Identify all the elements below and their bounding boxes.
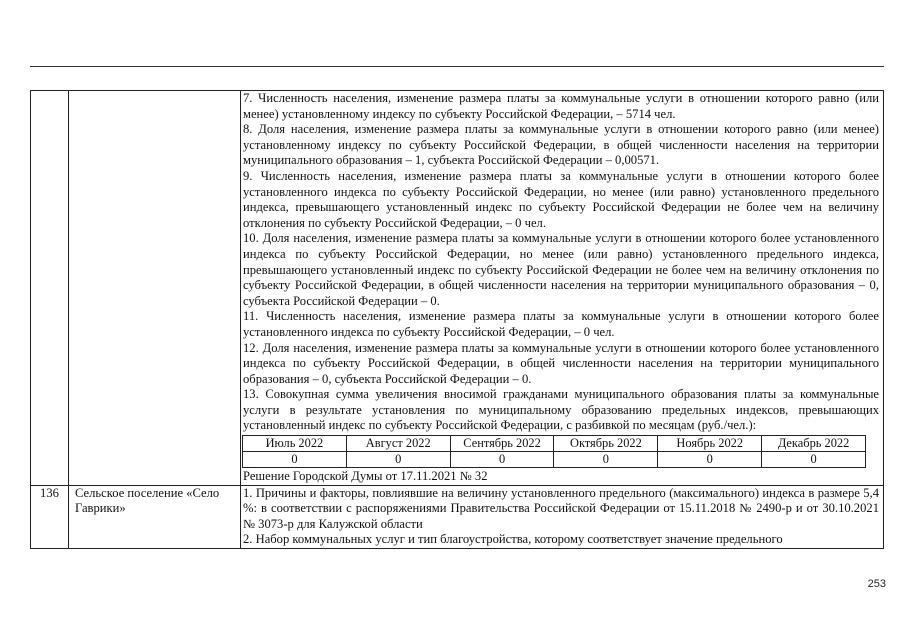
settlement-cell <box>69 91 241 486</box>
details-cell <box>241 485 884 548</box>
settlement-cell <box>69 485 241 548</box>
details-cell <box>241 91 884 486</box>
month-header: Июль 2022 <box>243 436 347 452</box>
month-header: Сентябрь 2022 <box>450 436 554 452</box>
month-value: 0 <box>450 452 554 468</box>
settlement-name: Сельское поселение «Село Гаврики» <box>75 485 220 516</box>
month-value: 0 <box>554 452 658 468</box>
paragraph-12: 12. Доля населения, изменение размера платы за коммунальные услуги в отношении которого более установленного индекса по субъекту Российской Федерации, в общей численности населения на территории муниципального образования – 0, субъекта Российской Федерации – 0. <box>243 340 879 386</box>
paragraph-10: 10. Доля населения, изменение размера платы за коммунальные услуги в отношении которого более установленного индекса по субъекту Российской Федерации, но менее (или равно) установленного предельного индекса, превышающего установленный индекс по субъекту Российской Федерации не более чем на величину отклонения по субъекту Российской Федерации, в общей численности населения на территории муниципального образования – 0, субъекта Российской Федерации – 0. <box>243 231 879 308</box>
month-header: Август 2022 <box>346 436 450 452</box>
row-number-cell <box>31 485 69 548</box>
paragraph-11: 11. Численность населения, изменение размера платы за коммунальные услуги в отношении которого более установленного индекса по субъекту Российской Федерации, – 0 чел. <box>243 309 879 339</box>
months-values-row <box>243 452 866 468</box>
months-header-row <box>243 436 866 452</box>
month-value: 0 <box>658 452 762 468</box>
row-number-cell <box>31 91 69 486</box>
month-header: Декабрь 2022 <box>762 436 866 452</box>
month-header: Ноябрь 2022 <box>658 436 762 452</box>
month-value: 0 <box>243 452 347 468</box>
decision-reference: Решение Городской Думы от 17.11.2021 № 32 <box>243 469 488 484</box>
table-row <box>31 91 884 486</box>
paragraph-9: 9. Численность населения, изменение размера платы за коммунальные услуги в отношении которого более установленного индекса по субъекту Российской Федерации, но менее (или равно) установленного предельного индекса, превышающего установленный индекс по субъекту Российской Федерации не более чем на величину отклонения по субъекту Российской Федерации, – 0 чел. <box>243 168 879 230</box>
table-row <box>31 485 884 548</box>
paragraph-2: 2. Набор коммунальных услуг и тип благоустройства, которому соответствует значение предельного <box>243 532 783 547</box>
paragraph-1: 1. Причины и факторы, повлиявшие на величину установленного предельного (максимального) индекса в размере 5,4 %: в соответствии с распоряжениями Правительства Российской Федерации от 15.11.2018 № 2490-р и от 30.10.2021 № 3073-р для Калужской области <box>243 485 879 531</box>
month-header: Октябрь 2022 <box>554 436 658 452</box>
paragraph-8: 8. Доля населения, изменение размера платы за коммунальные услуги в отношении которого равно (или менее) установленному индексу по субъекту Российской Федерации, в общей численности населения на территории муниципального образования – 1, субъекта Российской Федерации – 0,00571. <box>243 122 879 168</box>
month-value: 0 <box>762 452 866 468</box>
indices-table <box>30 90 884 549</box>
header-rule <box>30 66 884 67</box>
month-value: 0 <box>346 452 450 468</box>
monthly-increase-table <box>242 435 866 468</box>
page-number: 253 <box>867 578 886 590</box>
paragraph-13: 13. Совокупная сумма увеличения вносимой гражданами муниципального образования платы за коммунальные услуги в результате установления по муниципальному образованию предельных индексов, превышающих установленный индекс по субъекту Российской Федерации, с разбивкой по месяцам (руб./чел.): <box>243 387 879 433</box>
paragraph-7: 7. Численность населения, изменение размера платы за коммунальные услуги в отношении которого равно (или менее) установленному индексу по субъекту Российской Федерации, – 5714 чел. <box>243 91 879 121</box>
row-number: 136 <box>40 485 59 500</box>
